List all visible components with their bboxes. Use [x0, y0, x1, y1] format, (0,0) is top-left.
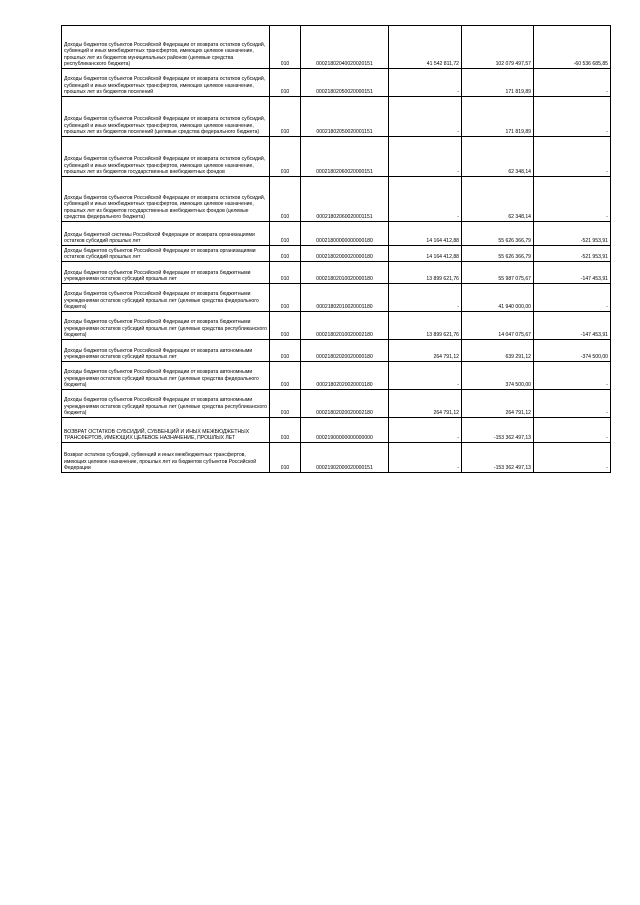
value-approved: 13 899 621,76 [389, 312, 462, 340]
row-name: Доходы бюджетов субъектов Российской Федерации от возврата остатков субсидий, субвенций и иных межбюджетных трансфертов, имеющих целевое назначение, прошлых лет из бюджетов государственных внебюджетных фондов (целевые средства федерального бюджета) [62, 177, 270, 222]
value-executed: 374 500,00 [462, 362, 534, 390]
classification-code: 00021802010020000180 [301, 262, 389, 284]
value-approved: - [389, 177, 462, 222]
value-executed: 41 940 000,00 [462, 284, 534, 312]
table-row [62, 222, 611, 246]
line-code: 010 [270, 340, 301, 362]
value-unexecuted: - [534, 137, 611, 177]
value-approved: 41 542 811,72 [389, 26, 462, 69]
classification-code: 00021802010020001180 [301, 284, 389, 312]
line-code: 010 [270, 418, 301, 443]
value-approved: - [389, 362, 462, 390]
row-name: Доходы бюджетов субъектов Российской Федерации от возврата остатков субсидий, субвенций и иных межбюджетных трансфертов, имеющих целевое назначение, прошлых лет из бюджетов поселений (целевые средства федерального бюджета) [62, 97, 270, 137]
row-name: Доходы бюджетов субъектов Российской Федерации от возврата автономными учреждениями остатков субсидий прошлых лет (целевые средства федерального бюджета) [62, 362, 270, 390]
table-row [62, 362, 611, 390]
value-executed: 171 819,89 [462, 69, 534, 97]
value-executed: 62 348,14 [462, 137, 534, 177]
table-row [62, 137, 611, 177]
value-executed: 55 626 366,79 [462, 222, 534, 246]
table-row [62, 177, 611, 222]
value-executed: 14 047 075,67 [462, 312, 534, 340]
row-name: Доходы бюджетной системы Российской Федерации от возврата организациями остатков субсидий прошлых лет [62, 222, 270, 246]
table-row [62, 69, 611, 97]
classification-code: 00021802040020020151 [301, 26, 389, 69]
line-code: 010 [270, 246, 301, 262]
classification-code: 00021802000020000180 [301, 246, 389, 262]
row-name: Доходы бюджетов субъектов Российской Федерации от возврата бюджетными учреждениями остатков субсидий прошлых лет (целевые средства республиканского бюджета) [62, 312, 270, 340]
value-unexecuted: -147 453,91 [534, 262, 611, 284]
value-approved: 13 899 621,76 [389, 262, 462, 284]
table-row [62, 262, 611, 284]
value-approved: - [389, 418, 462, 443]
line-code: 010 [270, 26, 301, 69]
table-row [62, 284, 611, 312]
classification-code: 00021802020020002180 [301, 390, 389, 418]
value-executed: 55 626 366,79 [462, 246, 534, 262]
table-row [62, 246, 611, 262]
line-code: 010 [270, 443, 301, 473]
row-name: Доходы бюджетов субъектов Российской Федерации от возврата бюджетными учреждениями остатков субсидий прошлых лет [62, 262, 270, 284]
value-approved: - [389, 284, 462, 312]
value-unexecuted: - [534, 362, 611, 390]
row-name: Доходы бюджетов субъектов Российской Федерации от возврата остатков субсидий, субвенций и иных межбюджетных трансфертов, имеющих целевое назначение, прошлых лет из бюджетов поселений [62, 69, 270, 97]
value-approved: - [389, 97, 462, 137]
classification-code: 00021802050020000151 [301, 69, 389, 97]
table-row [62, 97, 611, 137]
value-executed: -153 362 497,13 [462, 443, 534, 473]
value-unexecuted: - [534, 69, 611, 97]
value-unexecuted: - [534, 390, 611, 418]
row-name: Доходы бюджетов субъектов Российской Федерации от возврата остатков субсидий, субвенций и иных межбюджетных трансфертов, имеющих целевое назначение, прошлых лет из бюджетов государственных внебюджетных фондов [62, 137, 270, 177]
value-executed: 264 791,12 [462, 390, 534, 418]
value-executed: 55 987 075,67 [462, 262, 534, 284]
classification-code: 00021900000000000000 [301, 418, 389, 443]
line-code: 010 [270, 177, 301, 222]
value-unexecuted: -147 453,91 [534, 312, 611, 340]
classification-code: 00021802060020000151 [301, 137, 389, 177]
classification-code: 00021802050020001151 [301, 97, 389, 137]
value-approved: 264 791,12 [389, 340, 462, 362]
line-code: 010 [270, 390, 301, 418]
value-unexecuted: -521 953,91 [534, 222, 611, 246]
value-unexecuted: -521 953,91 [534, 246, 611, 262]
line-code: 010 [270, 97, 301, 137]
value-executed: 639 291,12 [462, 340, 534, 362]
value-unexecuted: - [534, 418, 611, 443]
value-unexecuted: - [534, 443, 611, 473]
classification-code: 00021802020020000180 [301, 340, 389, 362]
value-unexecuted: - [534, 284, 611, 312]
table-row [62, 443, 611, 473]
row-name: Доходы бюджетов субъектов Российской Федерации от возврата организациями остатков субсидий прошлых лет [62, 246, 270, 262]
classification-code: 00021802060020001151 [301, 177, 389, 222]
value-approved: - [389, 443, 462, 473]
line-code: 010 [270, 137, 301, 177]
table-row [62, 312, 611, 340]
classification-code: 00021802010020002180 [301, 312, 389, 340]
row-name: ВОЗВРАТ ОСТАТКОВ СУБСИДИЙ, СУБВЕНЦИЙ И ИНЫХ МЕЖБЮДЖЕТНЫХ ТРАНСФЕРТОВ, ИМЕЮЩИХ ЦЕЛЕВОЕ НАЗНАЧЕНИЕ, ПРОШЛЫХ ЛЕТ [62, 418, 270, 443]
value-executed: 62 348,14 [462, 177, 534, 222]
value-executed: -153 362 497,13 [462, 418, 534, 443]
value-approved: - [389, 69, 462, 97]
line-code: 010 [270, 222, 301, 246]
value-approved: 264 791,12 [389, 390, 462, 418]
row-name: Доходы бюджетов субъектов Российской Федерации от возврата остатков субсидий, субвенций и иных межбюджетных трансфертов, имеющих целевое назначение, прошлых лет из бюджетов муниципальных районов (целевые средства республиканского бюджета) [62, 26, 270, 69]
table-row [62, 390, 611, 418]
classification-code: 00021802020020001180 [301, 362, 389, 390]
row-name: Доходы бюджетов субъектов Российской Федерации от возврата автономными учреждениями остатков субсидий прошлых лет [62, 340, 270, 362]
classification-code: 00021902000020000151 [301, 443, 389, 473]
budget-report-table [61, 25, 611, 473]
value-unexecuted: -374 500,00 [534, 340, 611, 362]
value-unexecuted: - [534, 177, 611, 222]
table-body [62, 26, 611, 473]
value-approved: - [389, 137, 462, 177]
line-code: 010 [270, 284, 301, 312]
row-name: Доходы бюджетов субъектов Российской Федерации от возврата автономными учреждениями остатков субсидий прошлых лет (целевые средства республиканского бюджета) [62, 390, 270, 418]
value-unexecuted: - [534, 97, 611, 137]
table-row [62, 26, 611, 69]
table-row [62, 340, 611, 362]
value-executed: 102 079 497,57 [462, 26, 534, 69]
value-executed: 171 819,89 [462, 97, 534, 137]
line-code: 010 [270, 262, 301, 284]
table-row [62, 418, 611, 443]
value-approved: 14 164 412,88 [389, 222, 462, 246]
row-name: Доходы бюджетов субъектов Российской Федерации от возврата бюджетными учреждениями остатков субсидий прошлых лет (целевые средства федерального бюджета) [62, 284, 270, 312]
value-unexecuted: -60 536 685,85 [534, 26, 611, 69]
classification-code: 00021800000000000180 [301, 222, 389, 246]
line-code: 010 [270, 312, 301, 340]
line-code: 010 [270, 362, 301, 390]
row-name: Возврат остатков субсидий, субвенций и иных межбюджетных трансфертов, имеющих целевое назначение, прошлых лет из бюджетов субъектов Российской Федерации [62, 443, 270, 473]
line-code: 010 [270, 69, 301, 97]
value-approved: 14 164 412,88 [389, 246, 462, 262]
